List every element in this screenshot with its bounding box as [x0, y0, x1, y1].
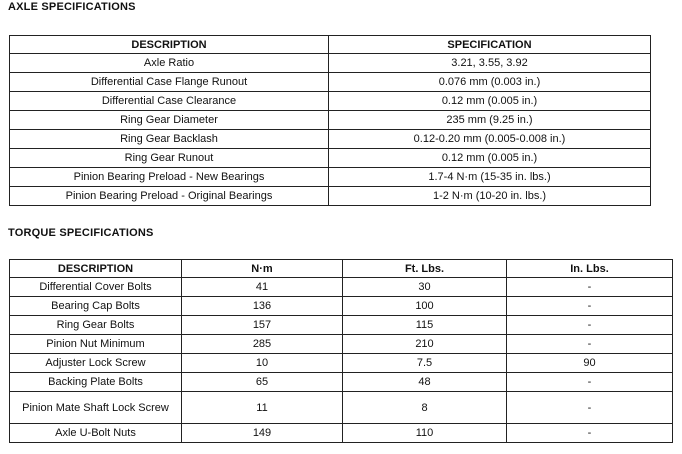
- description-cell: Differential Case Clearance: [10, 92, 329, 111]
- in-lbs-cell: -: [507, 373, 673, 392]
- axle-specifications-title: AXLE SPECIFICATIONS: [8, 1, 136, 13]
- specification-cell: 1.7-4 N·m (15-35 in. lbs.): [329, 168, 651, 187]
- table-row: [10, 54, 651, 73]
- description-cell: Ring Gear Diameter: [10, 111, 329, 130]
- ft-lbs-cell: 110: [343, 424, 507, 443]
- column-header-nm: N·m: [182, 260, 343, 278]
- description-cell: Differential Cover Bolts: [10, 278, 182, 297]
- ft-lbs-cell: 210: [343, 335, 507, 354]
- torque-specifications-title: TORQUE SPECIFICATIONS: [8, 227, 154, 239]
- ft-lbs-cell: 8: [343, 392, 507, 424]
- description-cell: Bearing Cap Bolts: [10, 297, 182, 316]
- nm-cell: 65: [182, 373, 343, 392]
- description-cell: Pinion Bearing Preload - New Bearings: [10, 168, 329, 187]
- table-row: [10, 278, 673, 297]
- description-cell: Backing Plate Bolts: [10, 373, 182, 392]
- nm-cell: 11: [182, 392, 343, 424]
- nm-cell: 41: [182, 278, 343, 297]
- description-cell: Pinion Nut Minimum: [10, 335, 182, 354]
- nm-cell: 149: [182, 424, 343, 443]
- table-row: [10, 130, 651, 149]
- specification-cell: 1-2 N·m (10-20 in. lbs.): [329, 187, 651, 206]
- specification-cell: 3.21, 3.55, 3.92: [329, 54, 651, 73]
- in-lbs-cell: -: [507, 297, 673, 316]
- in-lbs-cell: -: [507, 392, 673, 424]
- table-row: [10, 354, 673, 373]
- description-cell: Ring Gear Runout: [10, 149, 329, 168]
- in-lbs-cell: -: [507, 335, 673, 354]
- column-header-description: DESCRIPTION: [10, 36, 329, 54]
- table-row: [10, 187, 651, 206]
- ft-lbs-cell: 7.5: [343, 354, 507, 373]
- table-row: [10, 92, 651, 111]
- in-lbs-cell: -: [507, 424, 673, 443]
- description-cell: Axle Ratio: [10, 54, 329, 73]
- table-row: [10, 424, 673, 443]
- column-header-description: DESCRIPTION: [10, 260, 182, 278]
- in-lbs-cell: -: [507, 316, 673, 335]
- specification-cell: 235 mm (9.25 in.): [329, 111, 651, 130]
- specification-cell: 0.12 mm (0.005 in.): [329, 92, 651, 111]
- specification-cell: 0.12 mm (0.005 in.): [329, 149, 651, 168]
- in-lbs-cell: 90: [507, 354, 673, 373]
- nm-cell: 136: [182, 297, 343, 316]
- specification-cell: 0.12-0.20 mm (0.005-0.008 in.): [329, 130, 651, 149]
- table-row: [10, 149, 651, 168]
- in-lbs-cell: -: [507, 278, 673, 297]
- ft-lbs-cell: 30: [343, 278, 507, 297]
- description-cell: Ring Gear Bolts: [10, 316, 182, 335]
- axle-specifications-table: [9, 35, 651, 206]
- table-row: [10, 335, 673, 354]
- table-row: [10, 73, 651, 92]
- table-row: [10, 392, 673, 424]
- description-cell: Pinion Bearing Preload - Original Bearings: [10, 187, 329, 206]
- description-cell: Differential Case Flange Runout: [10, 73, 329, 92]
- column-header-specification: SPECIFICATION: [329, 36, 651, 54]
- description-cell: Pinion Mate Shaft Lock Screw: [10, 392, 182, 424]
- description-cell: Adjuster Lock Screw: [10, 354, 182, 373]
- specification-cell: 0.076 mm (0.003 in.): [329, 73, 651, 92]
- description-cell: Ring Gear Backlash: [10, 130, 329, 149]
- table-header-row: [10, 36, 651, 54]
- torque-specifications-table: [9, 259, 673, 443]
- table-header-row: [10, 260, 673, 278]
- table-row: [10, 316, 673, 335]
- nm-cell: 10: [182, 354, 343, 373]
- description-cell: Axle U-Bolt Nuts: [10, 424, 182, 443]
- ft-lbs-cell: 48: [343, 373, 507, 392]
- column-header-ft-lbs: Ft. Lbs.: [343, 260, 507, 278]
- ft-lbs-cell: 100: [343, 297, 507, 316]
- table-row: [10, 373, 673, 392]
- table-row: [10, 297, 673, 316]
- table-row: [10, 168, 651, 187]
- column-header-in-lbs: In. Lbs.: [507, 260, 673, 278]
- nm-cell: 157: [182, 316, 343, 335]
- nm-cell: 285: [182, 335, 343, 354]
- ft-lbs-cell: 115: [343, 316, 507, 335]
- table-row: [10, 111, 651, 130]
